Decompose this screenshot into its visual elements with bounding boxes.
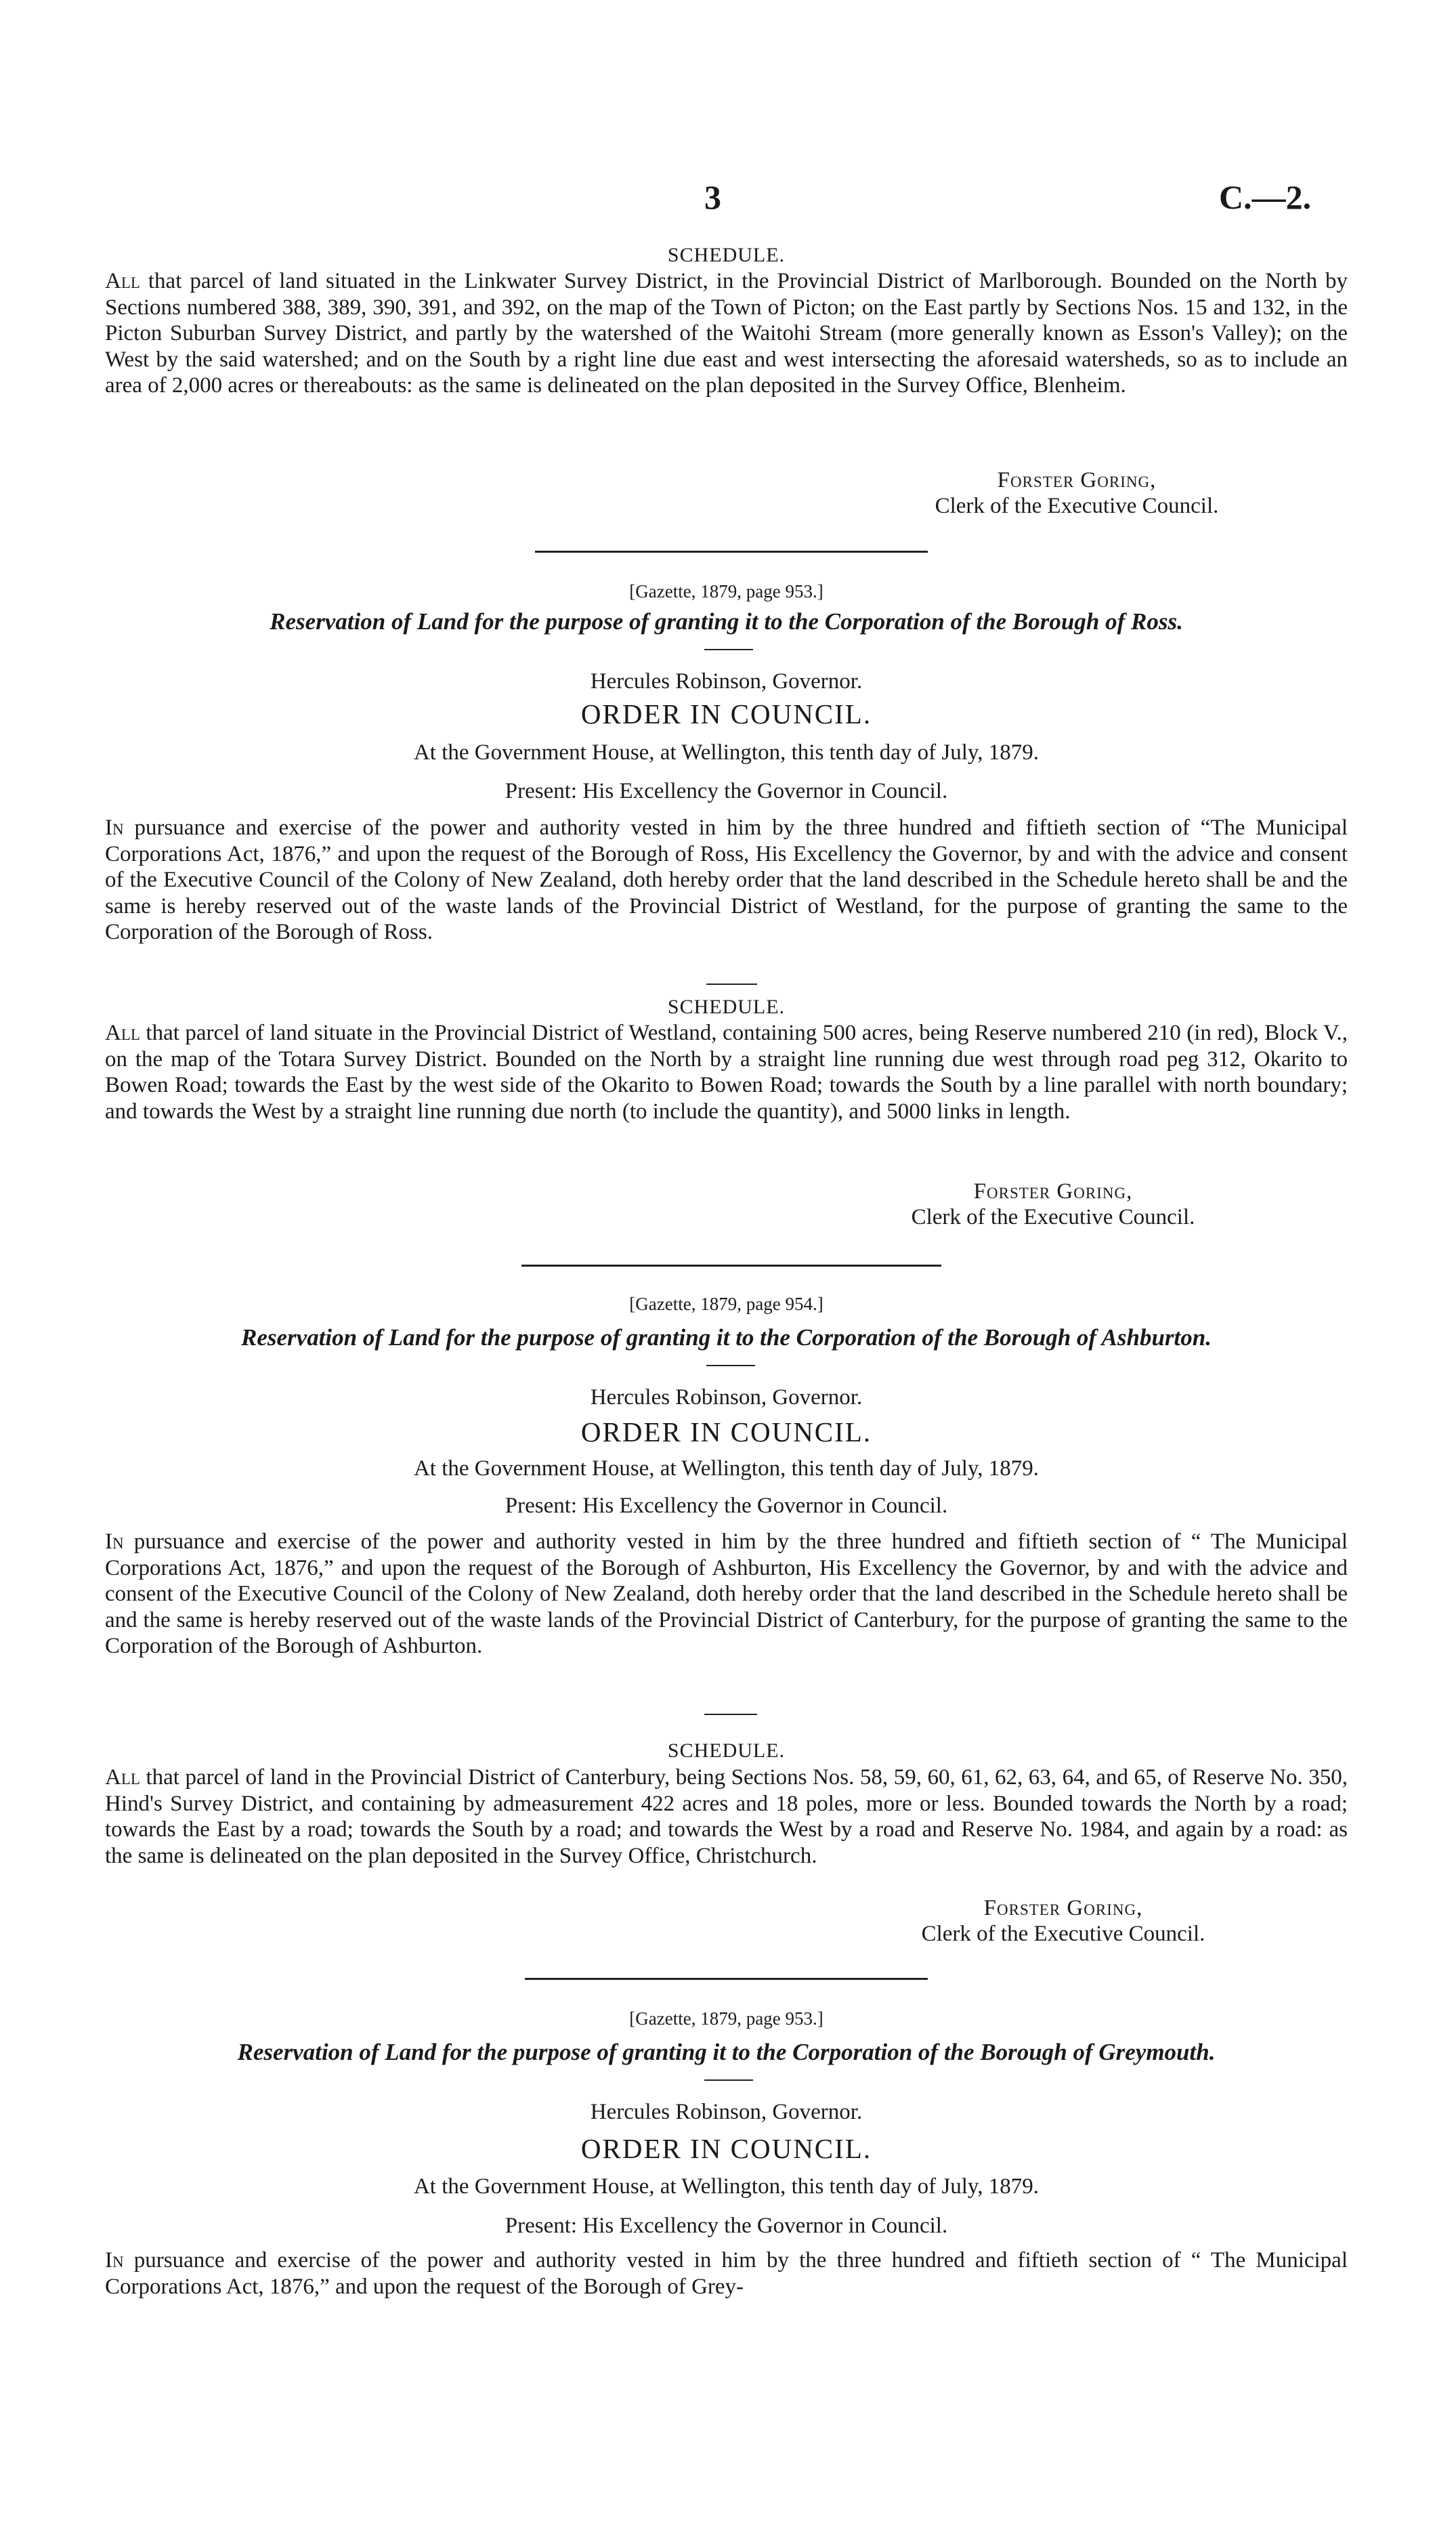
schedule-lead-word: All xyxy=(105,1021,140,1045)
schedule-text: that parcel of land situated in the Linkwater Survey District, in the Provincial District of Marlborough. Bounded on the North by Sections numbered 388, 389, 390, 391, and 392, on the map of the Town of Picton; on the East partly by Sections Nos. 15 and 132, in the Picton Suburban Survey District, and partly by the watershed of the Waitohi Stream (more generally known as Esson's Valley); on the West by the said watershed; and on the South by a right line due east and west intersecting the aforesaid watersheds, so as to include an area of 2,000 acres or thereabouts: as the same is delineated on the plan deposited in the Survey Office, Blenheim. xyxy=(105,269,1348,398)
place-date-line: At the Government House, at Wellington, this tenth day of July, 1879. xyxy=(413,2174,1040,2199)
schedule-paragraph xyxy=(105,1764,1348,1869)
order-paragraph xyxy=(105,2247,1348,2300)
signatory-title: Clerk of the Executive Council. xyxy=(911,1205,1195,1229)
governor-line: Hercules Robinson, Governor. xyxy=(590,2100,863,2124)
schedule-title: SCHEDULE. xyxy=(667,1739,786,1762)
reservation-title: Reservation of Land for the purpose of granting it to the Corporation of the Borough of Ashburton. xyxy=(241,1324,1212,1351)
schedule-text: that parcel of land in the Provincial District of Canterbury, being Sections Nos. 58, 59, 60, 61, 62, 63, 64, and 65, of Reserve No. 350, Hind's Survey District, and containing by admeasurement 422 acres and 18 poles, more or less. Bounded towards the North by a road; towards the East by a road; towards the South by a road; and towards the West by a road and Reserve No. 1984, and again by a road: as the same is delineated on the plan deposited in the Survey Office, Christchurch. xyxy=(105,1765,1348,1868)
schedule-lead-word: All xyxy=(105,269,140,293)
gazette-reference: [Gazette, 1879, page 953.] xyxy=(629,581,823,601)
present-line: Present: His Excellency the Governor in Council. xyxy=(505,1494,948,1518)
reservation-title: Reservation of Land for the purpose of granting it to the Corporation of the Borough of Ross. xyxy=(270,608,1183,635)
signatory-name: Forster Goring, xyxy=(997,468,1157,492)
order-body: pursuance and exercise of the power and authority vested in him by the three hundred and fiftieth section of “The Municipal Corporations Act, 1876,” and upon the request of the Borough of Ross, His Excellency the Governor, by and with the advice and consent of the Executive Council of the Colony of New Zealand, doth hereby order that the land described in the Schedule hereto shall be and the same is hereby reserved out of the waste lands of the Provincial District of Westland, for the purpose of granting the same to the Corporation of the Borough of Ross. xyxy=(105,816,1348,944)
gazette-reference: [Gazette, 1879, page 954.] xyxy=(629,1294,823,1314)
signature-block xyxy=(840,1895,1287,1947)
present-line: Present: His Excellency the Governor in Council. xyxy=(505,2214,948,2238)
present-line: Present: His Excellency the Governor in Council. xyxy=(505,779,948,803)
schedule-paragraph xyxy=(105,1020,1348,1124)
schedule-lead-word: All xyxy=(105,1765,140,1790)
order-lead-word: In xyxy=(105,2248,124,2273)
governor-line: Hercules Robinson, Governor. xyxy=(590,669,863,694)
signatory-name: Forster Goring, xyxy=(983,1896,1143,1920)
schedule-title: SCHEDULE. xyxy=(667,244,786,266)
signature-block xyxy=(867,467,1287,519)
place-date-line: At the Government House, at Wellington, this tenth day of July, 1879. xyxy=(413,740,1040,765)
signatory-title: Clerk of the Executive Council. xyxy=(921,1922,1205,1946)
order-lead-word: In xyxy=(105,1529,124,1554)
signatory-name: Forster Goring, xyxy=(973,1179,1133,1204)
gazette-reference: [Gazette, 1879, page 953.] xyxy=(629,2008,823,2029)
order-in-council-heading: ORDER IN COUNCIL. xyxy=(580,698,872,730)
order-paragraph xyxy=(105,1529,1348,1660)
order-in-council-heading: ORDER IN COUNCIL. xyxy=(580,1416,872,1447)
page-number: 3 xyxy=(704,178,721,216)
signatory-title: Clerk of the Executive Council. xyxy=(935,494,1219,518)
order-paragraph xyxy=(105,815,1348,946)
signature-block xyxy=(813,1179,1293,1230)
short-divider xyxy=(706,984,757,985)
short-divider xyxy=(704,2079,753,2081)
order-lead-word: In xyxy=(105,816,124,840)
section-divider xyxy=(535,551,928,553)
document-code: C.—2. xyxy=(1219,178,1312,216)
schedule-title: SCHEDULE. xyxy=(667,996,786,1018)
section-divider xyxy=(525,1978,928,1980)
reservation-title: Reservation of Land for the purpose of granting it to the Corporation of the Borough of Greymouth. xyxy=(237,2039,1216,2065)
short-divider xyxy=(706,1365,755,1366)
short-divider xyxy=(704,1714,757,1715)
order-in-council-heading: ORDER IN COUNCIL. xyxy=(580,2133,872,2164)
governor-line: Hercules Robinson, Governor. xyxy=(590,1385,863,1410)
order-body: pursuance and exercise of the power and authority vested in him by the three hundred and fiftieth section of “ The Municipal Corporations Act, 1876,” and upon the request of the Borough of Ashburton, His Excellency the Governor, by and with the advice and consent of the Executive Council of the Colony of New Zealand, doth hereby order that the land described in the Schedule hereto shall be and the same is hereby reserved out of the waste lands of the Provincial District of Canterbury, for the purpose of granting the same to the Corporation of the Borough of Ashburton. xyxy=(105,1529,1348,1658)
place-date-line: At the Government House, at Wellington, this tenth day of July, 1879. xyxy=(413,1456,1040,1481)
order-body: pursuance and exercise of the power and authority vested in him by the three hundred and fiftieth section of “ The Municipal Corporations Act, 1876,” and upon the request of the Borough of Grey- xyxy=(105,2248,1348,2299)
short-divider xyxy=(704,649,753,650)
section-divider xyxy=(521,1265,941,1267)
schedule-text: that parcel of land situate in the Provincial District of Westland, containing 500 acres, being Reserve numbered 210 (in red), Block V., on the map of the Totara Survey District. Bounded on the North by a straight line running due west through road peg 312, Okarito to Bowen Road; towards the East by the west side of the Okarito to Bowen Road; towards the South by a line parallel with north boundary; and towards the West by a straight line running due north (to include the quantity), and 5000 links in length. xyxy=(105,1021,1348,1124)
schedule-paragraph xyxy=(105,268,1348,399)
